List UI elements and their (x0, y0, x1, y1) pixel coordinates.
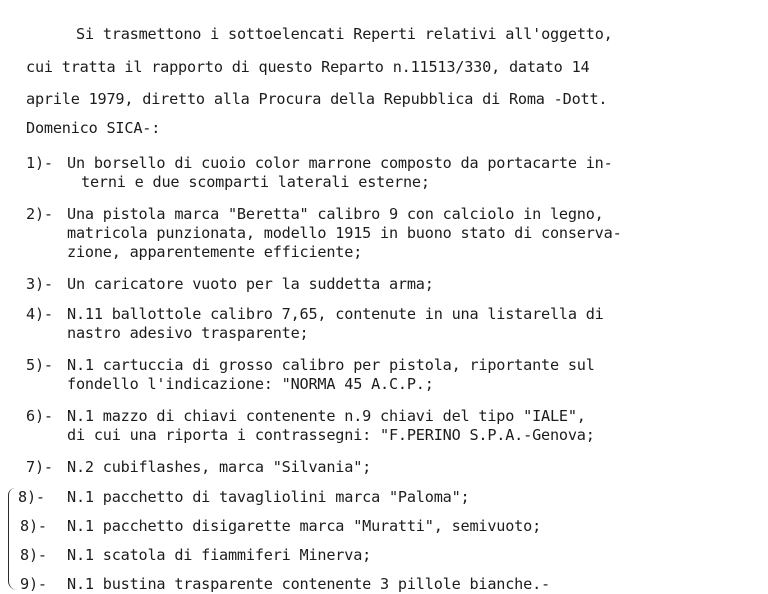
item-number: 1)- (26, 154, 53, 172)
item-text-line: N.2 cubiflashes, marca "Silvania"; (67, 458, 372, 476)
item-number: 8)- (20, 517, 47, 535)
item-text-line: di cui una riporta i contrassegni: "F.PERINO S.P.A.-Genova; (67, 426, 595, 444)
intro-line-3: aprile 1979, diretto alla Procura della Repubblica di Roma -Dott. (26, 90, 608, 108)
item-text-line: N.1 pacchetto di tavagliolini marca "Paloma"; (67, 488, 470, 506)
item-number: 4)- (26, 305, 53, 323)
item-text-line: zione, apparentemente efficiente; (67, 243, 363, 261)
item-number: 9)- (20, 575, 47, 593)
item-text-line: Un caricatore vuoto per la suddetta arma; (67, 275, 434, 293)
item-text-line: matricola punzionata, modello 1915 in buono stato di conserva- (67, 224, 622, 242)
item-text-line: nastro adesivo trasparente; (67, 324, 309, 342)
intro-line-1: Si trasmettono i sottoelencati Reperti relativi all'oggetto, (76, 25, 613, 43)
item-number: 2)- (26, 205, 53, 223)
item-text-line: N.1 pacchetto disigarette marca "Muratti", semivuoto; (67, 517, 542, 535)
item-text-line: N.11 ballottole calibro 7,65, contenute in una listarella di (67, 305, 604, 323)
margin-bracket (8, 488, 17, 590)
item-text-line: N.1 mazzo di chiavi contenente n.9 chiavi del tipo "IALE", (67, 407, 586, 425)
item-number: 8)- (18, 488, 45, 506)
item-text-line: Una pistola marca "Beretta" calibro 9 con calciolo in legno, (67, 205, 604, 223)
item-number: 6)- (26, 407, 53, 425)
item-text-line: N.1 scatola di fiammiferi Minerva; (67, 546, 372, 564)
intro-line-4: Domenico SICA-: (26, 119, 161, 137)
item-text-line: N.1 bustina trasparente contenente 3 pillole bianche.- (67, 575, 550, 593)
item-text-line: N.1 cartuccia di grosso calibro per pistola, riportante sul (67, 356, 595, 374)
item-number: 7)- (26, 458, 53, 476)
item-number: 3)- (26, 275, 53, 293)
item-text-line: fondello l'indicazione: "NORMA 45 A.C.P.; (67, 375, 434, 393)
item-number: 5)- (26, 356, 53, 374)
item-text-line: terni e due scomparti laterali esterne; (81, 173, 430, 191)
intro-line-2: cui tratta il rapporto di questo Reparto n.11513/330, datato 14 (26, 58, 590, 76)
item-text-line: Un borsello di cuoio color marrone composto da portacarte in- (67, 154, 613, 172)
item-number: 8)- (20, 546, 47, 564)
